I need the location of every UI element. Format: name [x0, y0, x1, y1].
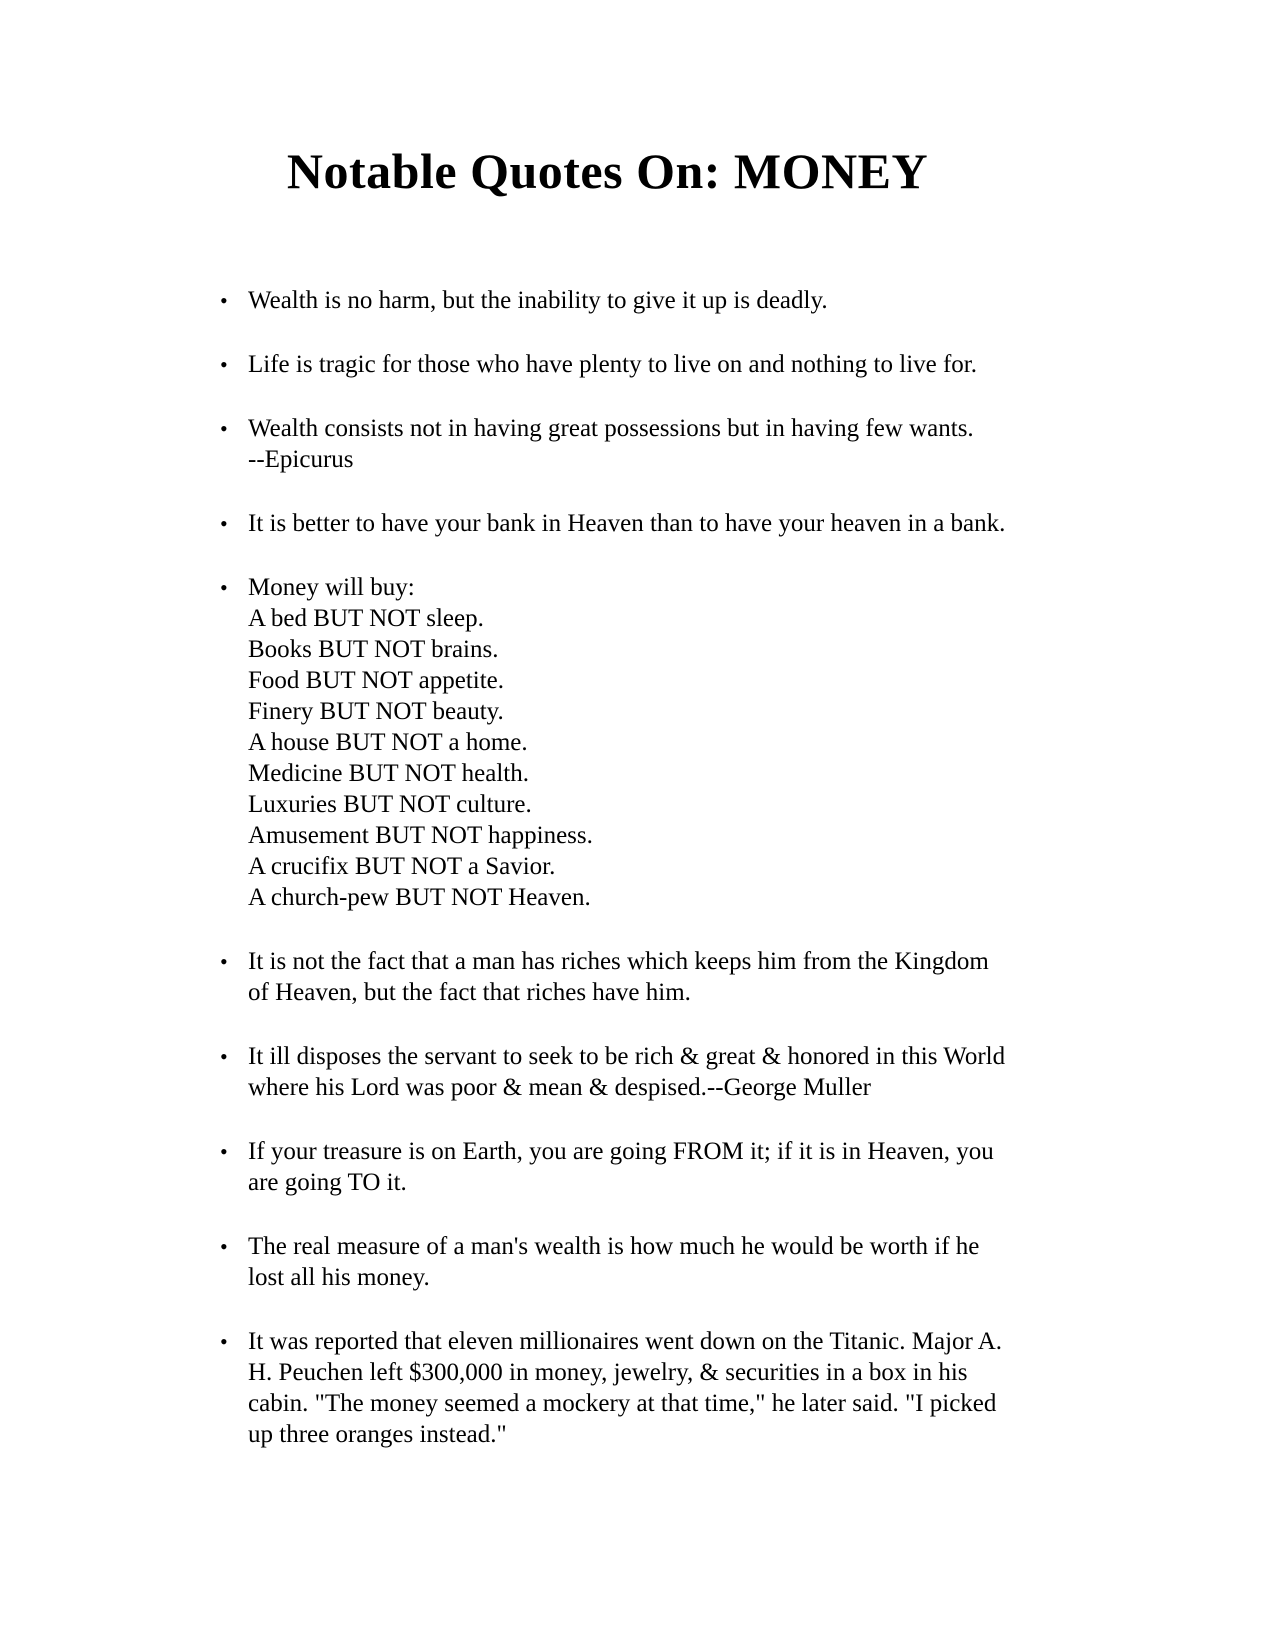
quote-line: Wealth consists not in having great possessions but in having few wants. — [248, 415, 974, 442]
quote-line: Money will buy: — [248, 574, 415, 601]
quote-text — [248, 349, 1100, 380]
quote-line: It is better to have your bank in Heaven than to have your heaven in a bank. — [248, 510, 1006, 537]
quote-text — [248, 946, 1100, 1008]
quote-line: --Epicurus — [248, 446, 354, 473]
quote-line: Wealth is no harm, but the inability to give it up is deadly. — [248, 287, 828, 314]
bullet-icon: • — [220, 416, 228, 441]
bullet-icon: • — [220, 949, 228, 974]
quote-item — [220, 572, 1100, 913]
page-title: Notable Quotes On: MONEY — [286, 143, 929, 199]
quote-text — [248, 413, 1100, 475]
quote-line: where his Lord was poor & mean & despised.--George Muller — [248, 1074, 871, 1101]
bullet-icon: • — [220, 511, 228, 536]
quote-text — [248, 1136, 1100, 1198]
quote-line: Medicine BUT NOT health. — [248, 760, 529, 787]
quote-line: H. Peuchen left $300,000 in money, jewelry, & securities in a box in his — [248, 1359, 968, 1386]
bullet-icon: • — [220, 1139, 228, 1164]
quote-line: up three oranges instead." — [248, 1421, 507, 1448]
quote-line: Books BUT NOT brains. — [248, 636, 499, 663]
quote-text — [248, 508, 1100, 539]
quote-line: lost all his money. — [248, 1264, 430, 1291]
quote-line: are going TO it. — [248, 1169, 407, 1196]
quote-line: It is not the fact that a man has riches which keeps him from the Kingdom — [248, 948, 989, 975]
quote-line: A crucifix BUT NOT a Savior. — [248, 853, 556, 880]
quote-line: It was reported that eleven millionaires went down on the Titanic. Major A. — [248, 1328, 1003, 1355]
quote-line: A bed BUT NOT sleep. — [248, 605, 484, 632]
quote-line: cabin. "The money seemed a mockery at that time," he later said. "I picked — [248, 1390, 997, 1417]
quote-line: It ill disposes the servant to seek to be rich & great & honored in this World — [248, 1043, 1006, 1070]
bullet-icon: • — [220, 1234, 228, 1259]
bullet-icon: • — [220, 575, 228, 600]
bullet-icon: • — [220, 352, 228, 377]
quote-text — [248, 1231, 1100, 1293]
quote-line: Luxuries BUT NOT culture. — [248, 791, 532, 818]
quote-item — [220, 946, 1100, 1008]
quote-line: If your treasure is on Earth, you are going FROM it; if it is in Heaven, you — [248, 1138, 994, 1165]
quote-text — [248, 1041, 1100, 1103]
quote-text — [248, 285, 1100, 316]
quote-item — [220, 349, 1100, 380]
quote-item — [220, 508, 1100, 539]
quote-line: A church-pew BUT NOT Heaven. — [248, 884, 591, 911]
bullet-icon: • — [220, 1329, 228, 1354]
quote-line: Amusement BUT NOT happiness. — [248, 822, 593, 849]
quote-item — [220, 1326, 1100, 1450]
quotes-list — [220, 285, 1100, 1483]
quote-item — [220, 1231, 1100, 1293]
quote-line: The real measure of a man's wealth is how much he would be worth if he — [248, 1233, 980, 1260]
quote-line: A house BUT NOT a home. — [248, 729, 528, 756]
quote-item — [220, 413, 1100, 475]
bullet-icon: • — [220, 1044, 228, 1069]
bullet-icon: • — [220, 288, 228, 313]
quote-text — [248, 1326, 1100, 1450]
quote-item — [220, 285, 1100, 316]
quote-line: Food BUT NOT appetite. — [248, 667, 505, 694]
quote-line: Life is tragic for those who have plenty to live on and nothing to live for. — [248, 351, 978, 378]
quote-item — [220, 1136, 1100, 1198]
quote-text — [248, 572, 1100, 913]
quote-item — [220, 1041, 1100, 1103]
quote-line: of Heaven, but the fact that riches have him. — [248, 979, 691, 1006]
quote-line: Finery BUT NOT beauty. — [248, 698, 504, 725]
